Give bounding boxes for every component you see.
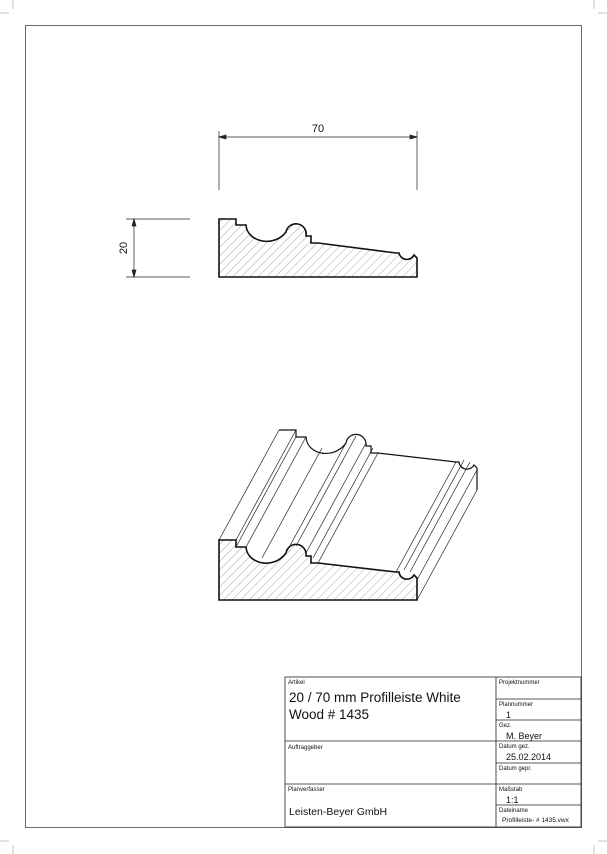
- artikel-line-2: Wood # 1435: [289, 707, 370, 722]
- dateiname-value: Profilleiste- # 1435.vwx: [502, 817, 569, 824]
- massstab-label: Maßstab: [499, 787, 523, 793]
- datum-gepr-label: Datum gepr.: [499, 766, 532, 772]
- gez-label: Gez.: [499, 723, 512, 729]
- datum-gez-label: Datum gez.: [499, 744, 530, 750]
- dimension-height: [126, 219, 190, 277]
- artikel-line-1: 20 / 70 mm Profilleiste White: [289, 690, 461, 705]
- dimension-width: [219, 131, 417, 190]
- massstab-value: 1:1: [506, 795, 519, 805]
- auftraggeber-label: Auftraggeber: [288, 745, 323, 751]
- projektnummer-label: Projektnummer: [499, 680, 540, 686]
- planverfasser-value: Leisten-Beyer GmbH: [289, 806, 388, 818]
- artikel-label: Artikel: [288, 680, 305, 686]
- plannummer-label: Plannummer: [499, 702, 534, 708]
- dimension-width-label: 70: [311, 123, 325, 135]
- plannummer-value: 1: [506, 710, 512, 720]
- planverfasser-label: Planverfasser: [288, 787, 325, 793]
- datum-gez-value: 25.02.2014: [506, 752, 552, 762]
- gez-value: M. Beyer: [506, 731, 543, 741]
- dateiname-label: Dateiname: [499, 808, 529, 814]
- profile-cross-section: [219, 219, 417, 277]
- profile-isometric-view: [219, 430, 477, 600]
- dimension-height-label: 20: [118, 241, 130, 255]
